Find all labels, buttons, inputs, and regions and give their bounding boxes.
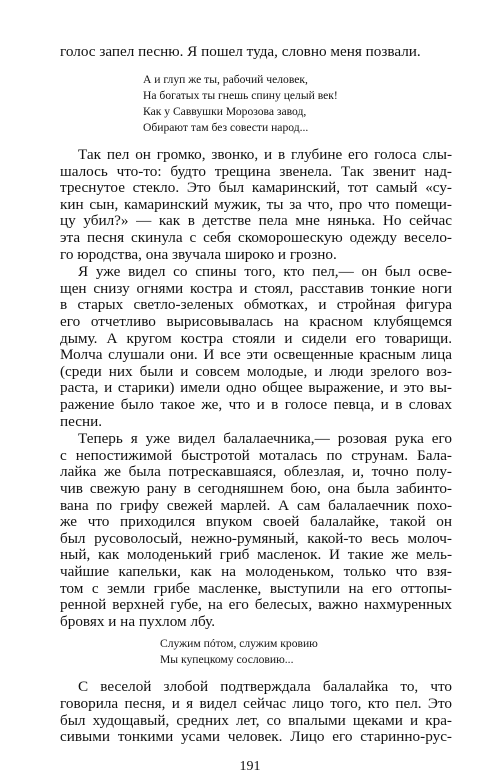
- text-line: говорила песня, и я видел сейчас лицо того, кто пел. Это: [60, 695, 452, 712]
- text-line: его отчетливо вырисовывалась на красном клубящемся: [60, 313, 452, 330]
- text-line: го юродства, она звучала широко и грозно.: [60, 246, 337, 263]
- verse-line: Обирают там без совести народ...: [143, 121, 309, 134]
- text-line: дыму. А кругом костра стояли и сидели его товарищи.: [60, 330, 452, 347]
- text-line: же что приходился впуком своей балалайке, такой он: [60, 513, 452, 530]
- text-line: лайка же была потрескавшаяся, облезлая, и, точно полу-: [60, 463, 452, 480]
- text-line: ный, как молоденький гриб масленок. И такие же мель-: [60, 546, 452, 563]
- text-line: вана по грифу свежей марлей. А сам балалаечник похо-: [60, 497, 452, 514]
- text-line: Я уже видел со спины того, кто пел,— он был освe-: [78, 263, 452, 280]
- text-line: бровях и на пухлом лбу.: [60, 613, 216, 630]
- verse-line: На богатых ты гнешь спину целый век!: [143, 89, 338, 102]
- text-line: цу убил?» — как в детстве пела мне нянька. Но сейчас: [60, 212, 452, 229]
- text-line: Так пел он громко, звонко, и в глубине его голоса слы-: [78, 146, 452, 163]
- text-line: чайшие капельки, как на молоденьком, только что взя-: [60, 563, 452, 580]
- verse-line: Служим пóтом, служим кровию: [160, 637, 318, 650]
- text-line: голос запел песню. Я пошел туда, словно меня позвали.: [60, 43, 421, 60]
- text-line: кин сын, камаринский мужик, ты за что, про что помещи-: [60, 196, 452, 213]
- text-line: ражение было такое же, что и в голосе певца, и в словах: [60, 396, 452, 413]
- text-line: треснутое стекло. Это был камаринский, тот самый «су-: [60, 179, 452, 196]
- verse-line: Как у Саввушки Морозова завод,: [143, 105, 307, 118]
- text-line: Теперь я уже видел балалаечника,— розовая рука его: [78, 430, 452, 447]
- verse-line: Мы купецкому сословию...: [160, 653, 294, 666]
- page-number: 191: [239, 759, 261, 774]
- text-line: том с земли грибе масленке, выступили на его оттопы-: [60, 580, 452, 597]
- text-line: был худощавый, средних лет, со впалыми щеками и кра-: [60, 712, 452, 729]
- text-line: в старых светло-зеленых обмотках, и стройная фигура: [60, 296, 452, 313]
- text-line: ренной верхней губе, на его белесых, важно нахмуренных: [60, 596, 452, 613]
- text-line: чив свежую рану в сегодняшнем бою, она была забинто-: [60, 480, 452, 497]
- text-line: (среди них были и совсем молодые, и люди зрелого воз-: [60, 363, 452, 380]
- text-line: песни.: [60, 413, 103, 430]
- text-line: щен снизу огнями костра и стоял, расставив тонкие ноги: [60, 280, 452, 297]
- text-line: шалось что-то: будто трещина звенела. Так звенит над-: [60, 163, 452, 180]
- text-line: сивыми тонкими усами человек. Лицо его старинно-рус-: [60, 728, 452, 745]
- text-line: с непостижимой быстротой моталась по струнам. Бала-: [60, 447, 452, 464]
- text-line: эта песня скинула с себя скоморошескую одежду весело-: [60, 229, 452, 246]
- text-line: был русоволосый, нежно-румяный, какой-то весь молоч-: [60, 530, 452, 547]
- verse-line: А и глуп же ты, рабочий человек,: [143, 73, 308, 86]
- text-line: Молча слушали они. И все эти освещенные красным лица: [60, 346, 452, 363]
- text-line: раста, и старики) имели одно общее выражение, и это вы-: [60, 379, 452, 396]
- text-line: С веселой злобой подтверждала балалайка то, что: [78, 678, 452, 695]
